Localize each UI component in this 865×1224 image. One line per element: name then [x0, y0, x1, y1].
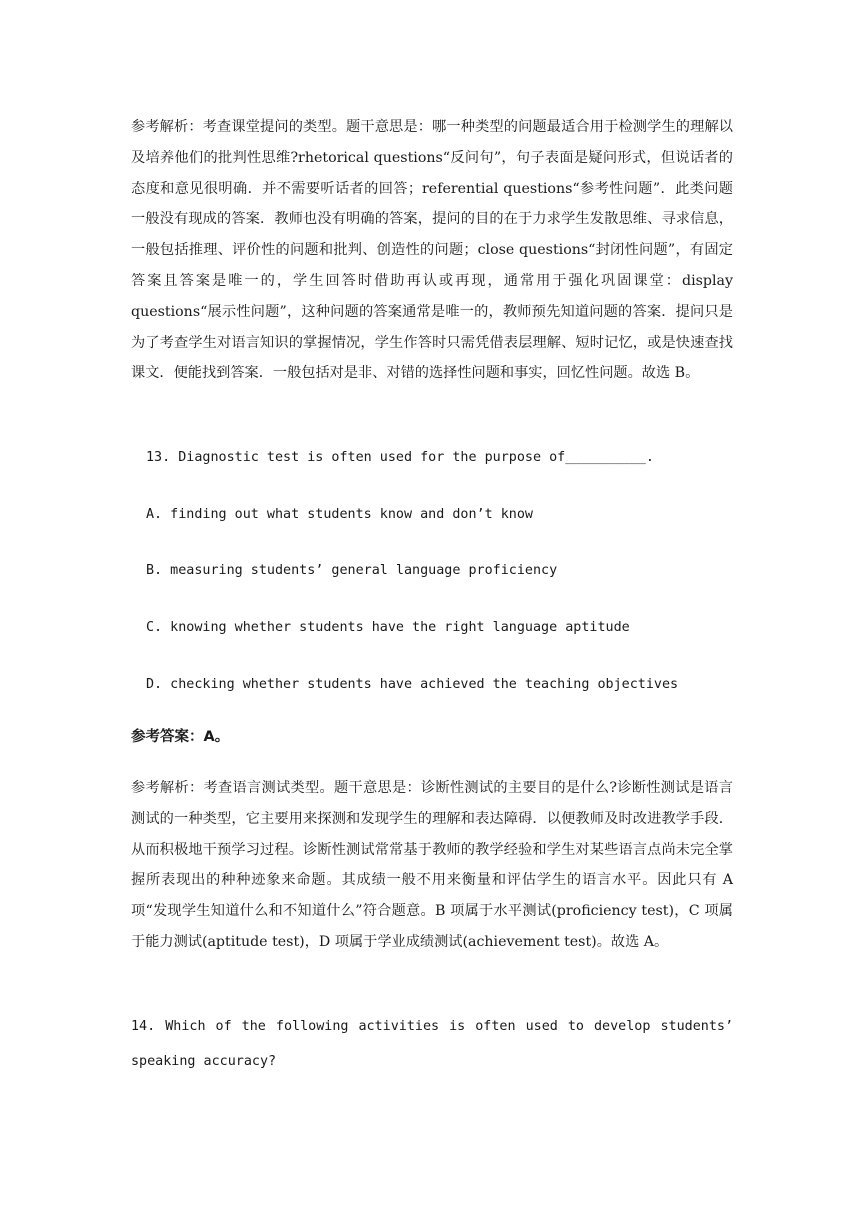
explanation-q12: 参考解析：考查课堂提问的类型。题干意思是：哪一种类型的问题最适合用于检测学生的理解以及培养他们的批判性思维?rhetorical questions“反问句”，句子表面是疑问形式，但说话者的态度和意见很明确．并不需要听话者的回答；referential questions“参考性问题”．此类问题一般没有现成的答案．教师也没有明确的答案，提问的目的在于力求学生发散思维、寻求信息，一般包括推理、评价性的问题和批判、创造性的问题；close questions“封闭性问题”，有固定答案且答案是唯一的，学生回答时借助再认或再现，通常用于强化巩固课堂：display questions“展示性问题”，这种问题的答案通常是唯一的，教师预先知道问题的答案．提问只是为了考查学生对语言知识的掌握情况，学生作答时只需凭借表层理解、短时记忆，或是快速查找课文．便能找到答案．一般包括对是非、对错的选择性问题和事实，回忆性问题。故选 B。: [131, 119, 733, 382]
question-13-option-d: D. checking whether students have achieved the teaching objectives: [146, 677, 679, 692]
question-13-option-b: B. measuring students’ general language proficiency: [146, 563, 558, 578]
question-13-answer: 参考答案：A。: [131, 729, 230, 745]
question-13-option-a: A. finding out what students know and don’t know: [146, 507, 533, 522]
question-14-stem: 14. Which of the following activities is often used to develop students’ speaking accuracy?: [131, 1019, 733, 1069]
question-13-stem: 13. Diagnostic test is often used for the purpose of__________.: [146, 450, 654, 465]
question-13-option-c: C. knowing whether students have the right language aptitude: [146, 620, 630, 635]
explanation-q13: 参考解析：考查语言测试类型。题干意思是：诊断性测试的主要目的是什么?诊断性测试是语言测试的一种类型，它主要用来探测和发现学生的理解和表达障碍．以便教师及时改进教学手段．从而积极地干预学习过程。诊断性测试常常基于教师的教学经验和学生对某些语言点尚未完全掌握所表现出的种种迹象来命题。其成绩一般不用来衡量和评估学生的语言水平。因此只有 A 项“发现学生知道什么和不知道什么”符合题意。B 项属于水平测试(proficiency test)，C 项属于能力测试(aptitude test)，D 项属于学业成绩测试(achievement test)。故选 A。: [131, 780, 733, 950]
